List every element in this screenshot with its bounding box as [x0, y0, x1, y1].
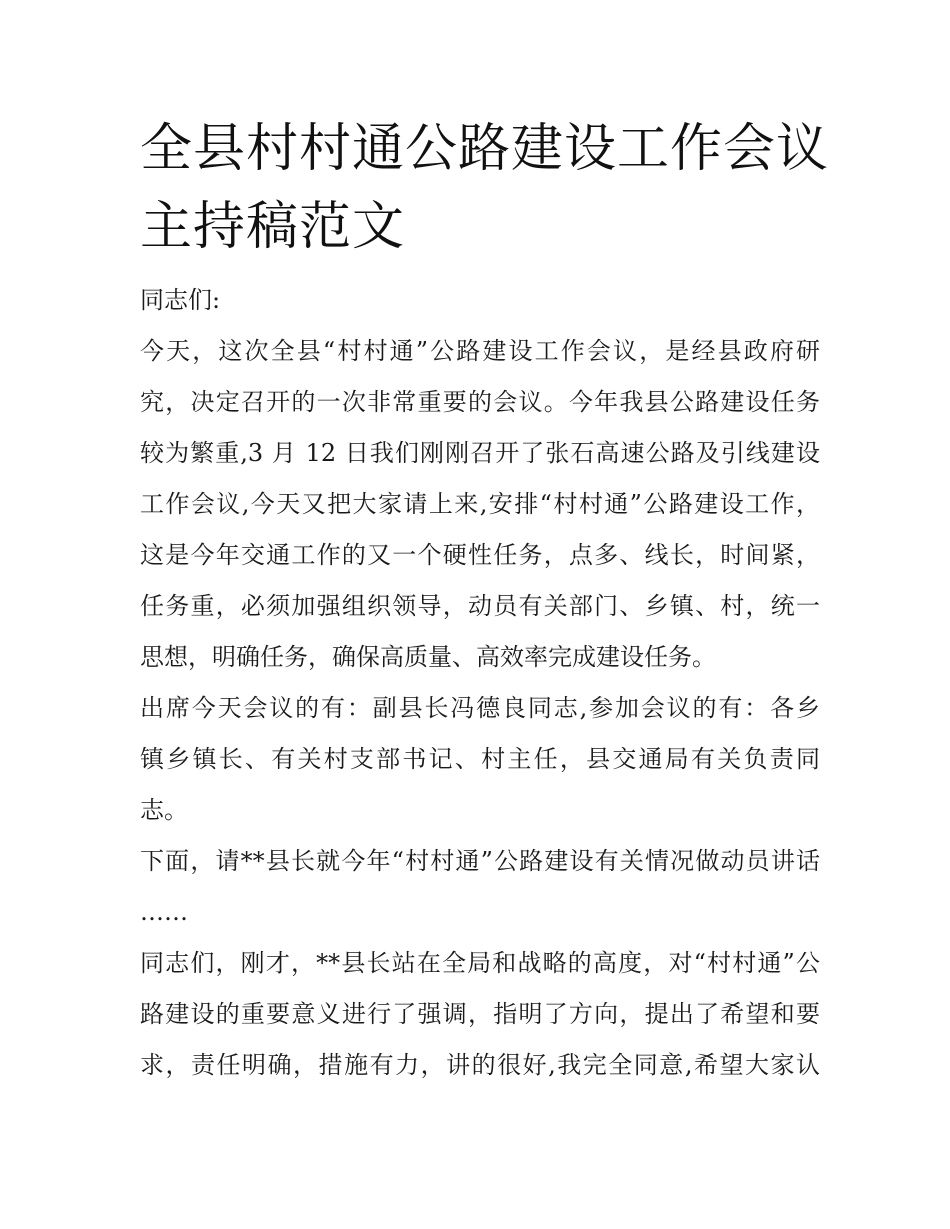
paragraph-line: 路建设的重要意义进行了强调，指明了方向，提出了希望和要: [140, 1000, 820, 1028]
paragraph-line: 今天，这次全县“村村通”公路建设工作会议，是经县政府研: [140, 337, 820, 365]
paragraph-line: 思想，明确任务，确保高质量、高效率完成建设任务。: [140, 643, 716, 671]
paragraph-line: ……: [140, 898, 188, 926]
title-line-2: 主持稿范文: [140, 197, 406, 257]
paragraph-line: 志。: [140, 796, 188, 824]
paragraph-line: 出席今天会议的有：副县长冯德良同志,参加会议的有：各乡: [140, 694, 820, 722]
document-title: [140, 110, 830, 266]
paragraph-line: 镇乡镇长、有关村支部书记、村主任，县交通局有关负责同: [140, 745, 820, 773]
paragraph-line: 同志们，刚才，**县长站在全局和战略的高度，对“村村通”公: [140, 949, 820, 977]
paragraph-line: 任务重，必须加强组织领导，动员有关部门、乡镇、村，统一: [140, 592, 820, 620]
paragraph-line: 究，决定召开的一次非常重要的会议。今年我县公路建设任务: [140, 388, 820, 416]
title-line-1: 全县村村通公路建设工作会议: [140, 119, 830, 179]
paragraph-line: 工作会议,今天又把大家请上来,安排“村村通”公路建设工作，: [140, 490, 820, 518]
paragraph-line: 下面，请**县长就今年“村村通”公路建设有关情况做动员讲话: [140, 847, 820, 875]
paragraph-line: 这是今年交通工作的又一个硬性任务，点多、线长，时间紧，: [140, 541, 820, 569]
salutation: 同志们:: [140, 286, 221, 314]
paragraph-line: 较为繁重,3 月 12 日我们刚刚召开了张石高速公路及引线建设: [140, 439, 820, 467]
paragraph-line: 求，责任明确，措施有力，讲的很好,我完全同意,希望大家认: [140, 1051, 820, 1079]
document-body: [140, 275, 820, 1091]
